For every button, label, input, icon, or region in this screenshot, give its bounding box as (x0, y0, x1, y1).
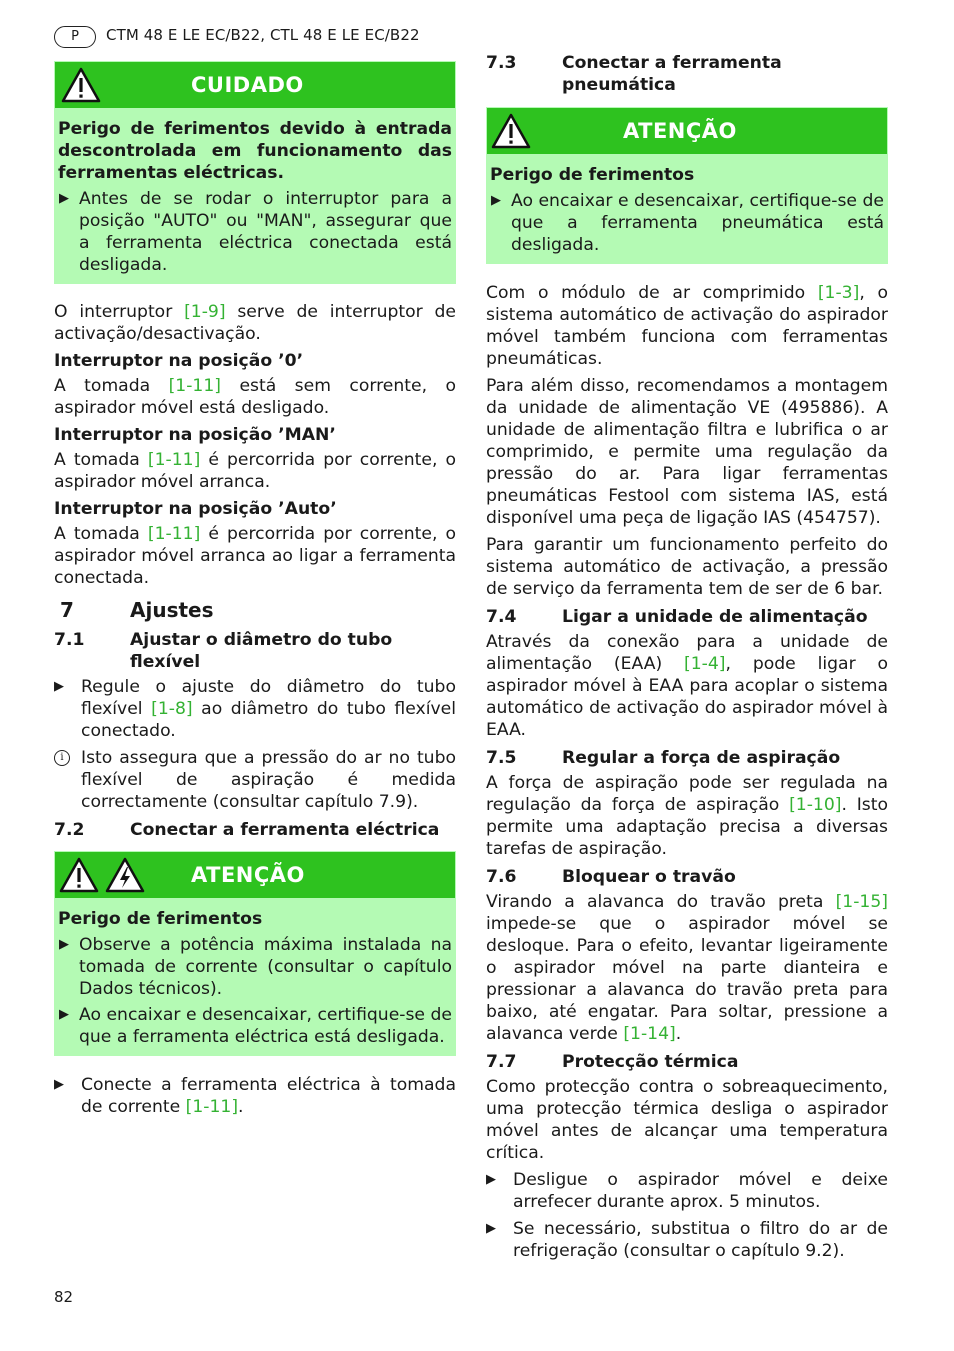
caution-lead: Perigo de ferimentos devido à entrada descontrolada em funcionamento das ferramentas eléctricas. (58, 119, 452, 183)
warning-bullet: ▶ Ao encaixar e desencaixar, certifique-se de que a ferramenta eléctrica está desligada. (59, 1005, 452, 1047)
section-7-7-heading: 7.7 Protecção térmica (486, 1052, 739, 1072)
ref-link: [1-3] (817, 283, 860, 303)
heading-pos-auto: Interruptor na posição ’Auto’ (54, 499, 337, 519)
section-7-5-heading: 7.5 Regular a força de aspiração (486, 748, 841, 768)
arrow-bullet-icon: ▶ (486, 1172, 496, 1187)
language-badge: P (54, 26, 96, 48)
text-pos-auto: A tomada [1-11] é percorrida por corrente, o aspirador móvel arranca ao ligar a ferramenta conectada. (54, 524, 456, 588)
ref-link: [1-15] (835, 892, 888, 912)
heading-pos-man: Interruptor na posição ’MAN’ (54, 425, 336, 445)
section-7-2-heading: 7.2 Conectar a ferramenta eléctrica (54, 820, 440, 840)
step-7-2: ▶ Conecte a ferramenta eléctrica à tomada de corrente [1-11]. (54, 1075, 456, 1117)
document-header-title: CTM 48 E LE EC/B22, CTL 48 E LE EC/B22 (106, 26, 420, 44)
ref-link: [1-11] (147, 450, 201, 470)
info-icon: i (54, 750, 70, 766)
paragraph-7-5: A força de aspiração pode ser regulada na regulação da força de aspiração [1-10]. Isto permite uma adaptação precisa a diversas tarefas de aspiração. (486, 773, 888, 859)
text-pos-0: A tomada [1-11] está sem corrente, o aspirador móvel está desligado. (54, 376, 456, 418)
ref-link: [1-11] (147, 524, 201, 544)
ref-link: [1-8] (151, 699, 193, 719)
ref-link: [1-11] (168, 376, 222, 396)
ref-link: [1-9] (184, 302, 226, 322)
warning-triangle-icon (491, 113, 531, 149)
arrow-bullet-icon: ▶ (486, 1221, 496, 1236)
left-column (54, 61, 456, 1123)
caution-box (54, 61, 456, 284)
warning-triangle-icon (59, 857, 99, 893)
warning-lead-7-2: Perigo de ferimentos (58, 909, 263, 929)
section-7-1-heading: 7.1 Ajustar o diâmetro do tubo flexível (54, 630, 393, 672)
ref-link: [1-4] (684, 654, 726, 674)
caution-box-header (55, 62, 455, 108)
ref-link: [1-11] (185, 1097, 239, 1117)
ref-link: [1-14] (623, 1024, 676, 1044)
warning-box-7-2 (54, 851, 456, 1056)
paragraph-7-6: Virando a alavanca do travão preta [1-15] impede-se que o aspirador móvel se desloque. Para o efeito, levantar ligeiramente o aspirador móvel na parte dianteira e pressionar a alavanca do travão preta para baixo, até engatar. Para soltar, pressione a alavanca verde [1-14]. (486, 892, 888, 1044)
warning-triangle-icon (61, 67, 101, 103)
arrow-bullet-icon: ▶ (491, 193, 501, 208)
warning-bullet: ▶ Ao encaixar e desencaixar, certifique-se de que a ferramenta pneumática está desligada. (491, 191, 884, 255)
section-7-heading: 7 Ajustes (60, 598, 214, 622)
info-7-1: i Isto assegura que a pressão do ar no tubo flexível de aspiração é medida correctamente (consultar capítulo 7.9). (54, 747, 456, 813)
text-pos-man: A tomada [1-11] é percorrida por corrente, o aspirador móvel arranca. (54, 450, 456, 492)
electric-hazard-icon (105, 857, 145, 893)
step-7-7-1: ▶ Desligue o aspirador móvel e deixe arrefecer durante aprox. 5 minutos. (486, 1170, 888, 1212)
paragraph-7-3-1: Com o módulo de ar comprimido [1-3], o sistema automático de activação do aspirador móvel também funciona com ferramentas pneumáticas. (486, 283, 888, 369)
paragraph-7-3-2: Para além disso, recomendamos a montagem da unidade de alimentação VE (495886). A unidade de alimentação filtra e lubrifica o ar comprimido, e permite uma regulação da pressão do ar. Para ligar ferramentas pneumáticas Festool com sistema IAS, está disponível uma peça de ligação IAS (454757). (486, 376, 888, 528)
right-column (486, 52, 888, 1267)
heading-pos-0: Interruptor na posição ’0’ (54, 351, 304, 371)
ref-link: [1-10] (789, 795, 842, 815)
caution-bullet: ▶ Antes de se rodar o interruptor para a posição "AUTO" ou "MAN", assegurar que a ferramenta eléctrica conectada está desligada. (59, 189, 452, 275)
warning-title-7-2: ATENÇÃO (191, 863, 305, 887)
arrow-bullet-icon: ▶ (54, 1077, 64, 1092)
arrow-bullet-icon: ▶ (59, 191, 69, 206)
step-7-1: ▶ Regule o ajuste do diâmetro do tubo flexível [1-8] ao diâmetro do tubo flexível conectado. (54, 677, 456, 741)
warning-title-7-3: ATENÇÃO (623, 119, 737, 143)
paragraph-7-7: Como protecção contra o sobreaquecimento, uma protecção térmica desliga o aspirador móvel antes de alcançar uma temperatura crítica. (486, 1077, 888, 1163)
switch-intro: O interruptor [1-9] serve de interruptor de activação/desactivação. (54, 302, 456, 344)
section-7-4-heading: 7.4 Ligar a unidade de alimentação (486, 607, 868, 627)
page-number: 82 (54, 1288, 74, 1306)
arrow-bullet-icon: ▶ (59, 937, 69, 952)
warning-bullet: ▶ Observe a potência máxima instalada na tomada de corrente (consultar o capítulo Dados técnicos). (59, 935, 452, 999)
warning-box-7-3 (486, 107, 888, 264)
warning-lead-7-3: Perigo de ferimentos (490, 165, 695, 185)
paragraph-7-4: Através da conexão para a unidade de alimentação (EAA) [1-4], pode ligar o aspirador móvel à EAA para acoplar o sistema automático de activação do aspirador móvel à EAA. (486, 632, 888, 740)
step-7-7-2: ▶ Se necessário, substitua o filtro do ar de refrigeração (consultar o capítulo 9.2). (486, 1219, 888, 1261)
arrow-bullet-icon: ▶ (54, 679, 64, 694)
section-7-3-heading: 7.3 Conectar a ferramenta pneumática (486, 53, 782, 95)
caution-title: CUIDADO (191, 73, 304, 97)
arrow-bullet-icon: ▶ (59, 1007, 69, 1022)
section-7-6-heading: 7.6 Bloquear o travão (486, 867, 736, 887)
paragraph-7-3-3: Para garantir um funcionamento perfeito do sistema automático de activação, a pressão de serviço da ferramenta tem de ser de 6 bar. (486, 535, 888, 599)
